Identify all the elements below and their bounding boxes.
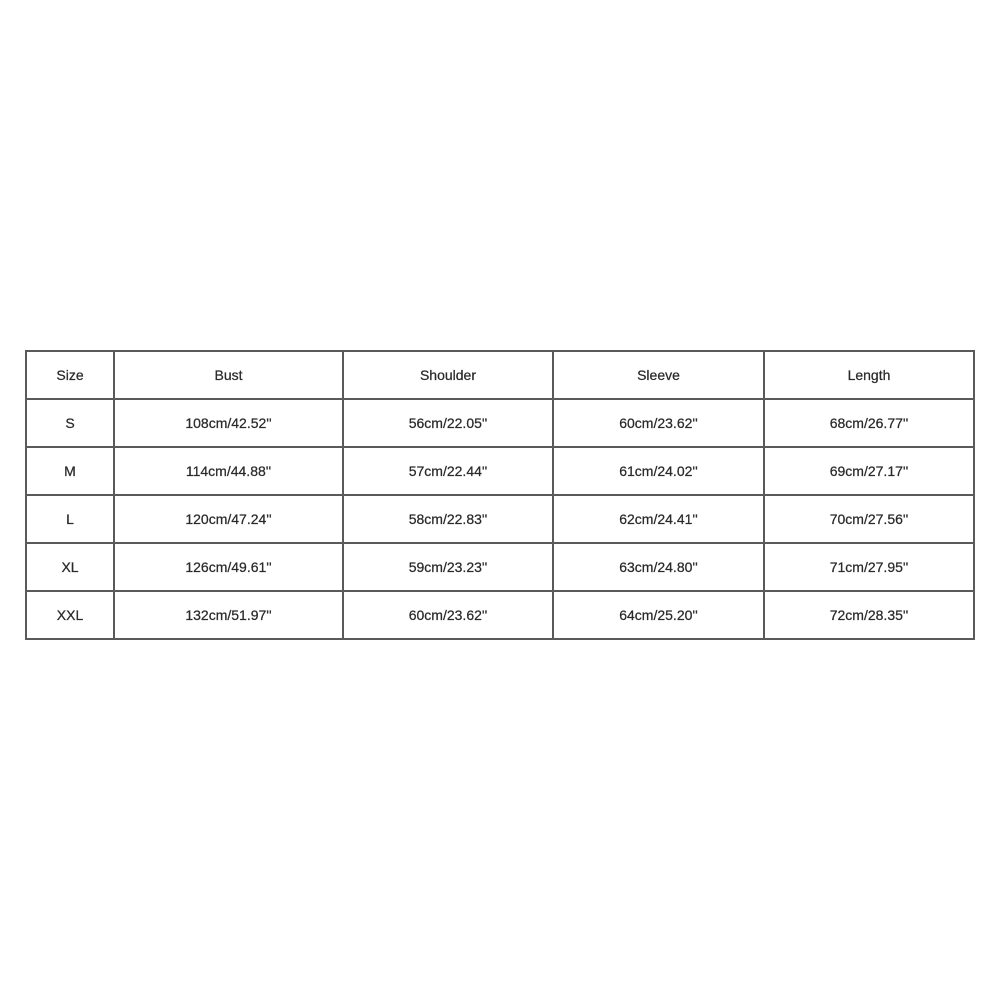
- header-size: Size: [26, 351, 114, 399]
- cell-shoulder: 60cm/23.62'': [343, 591, 553, 639]
- cell-sleeve: 64cm/25.20'': [553, 591, 764, 639]
- cell-bust: 108cm/42.52'': [114, 399, 343, 447]
- cell-size: L: [26, 495, 114, 543]
- cell-bust: 132cm/51.97'': [114, 591, 343, 639]
- table-row: [26, 543, 974, 591]
- cell-length: 71cm/27.95'': [764, 543, 974, 591]
- cell-sleeve: 62cm/24.41'': [553, 495, 764, 543]
- cell-length: 68cm/26.77'': [764, 399, 974, 447]
- cell-shoulder: 57cm/22.44'': [343, 447, 553, 495]
- cell-sleeve: 61cm/24.02'': [553, 447, 764, 495]
- table-row: [26, 399, 974, 447]
- cell-bust: 126cm/49.61'': [114, 543, 343, 591]
- header-sleeve: Sleeve: [553, 351, 764, 399]
- cell-sleeve: 63cm/24.80'': [553, 543, 764, 591]
- cell-shoulder: 56cm/22.05'': [343, 399, 553, 447]
- cell-size: M: [26, 447, 114, 495]
- cell-shoulder: 58cm/22.83'': [343, 495, 553, 543]
- header-bust: Bust: [114, 351, 343, 399]
- header-length: Length: [764, 351, 974, 399]
- cell-bust: 114cm/44.88'': [114, 447, 343, 495]
- cell-shoulder: 59cm/23.23'': [343, 543, 553, 591]
- size-chart-table: [25, 350, 975, 640]
- cell-sleeve: 60cm/23.62'': [553, 399, 764, 447]
- table-row: [26, 591, 974, 639]
- table-row: [26, 495, 974, 543]
- cell-length: 69cm/27.17'': [764, 447, 974, 495]
- cell-bust: 120cm/47.24'': [114, 495, 343, 543]
- cell-length: 70cm/27.56'': [764, 495, 974, 543]
- table-row: [26, 447, 974, 495]
- cell-size: S: [26, 399, 114, 447]
- cell-length: 72cm/28.35'': [764, 591, 974, 639]
- cell-size: XXL: [26, 591, 114, 639]
- header-shoulder: Shoulder: [343, 351, 553, 399]
- header-row: [26, 351, 974, 399]
- cell-size: XL: [26, 543, 114, 591]
